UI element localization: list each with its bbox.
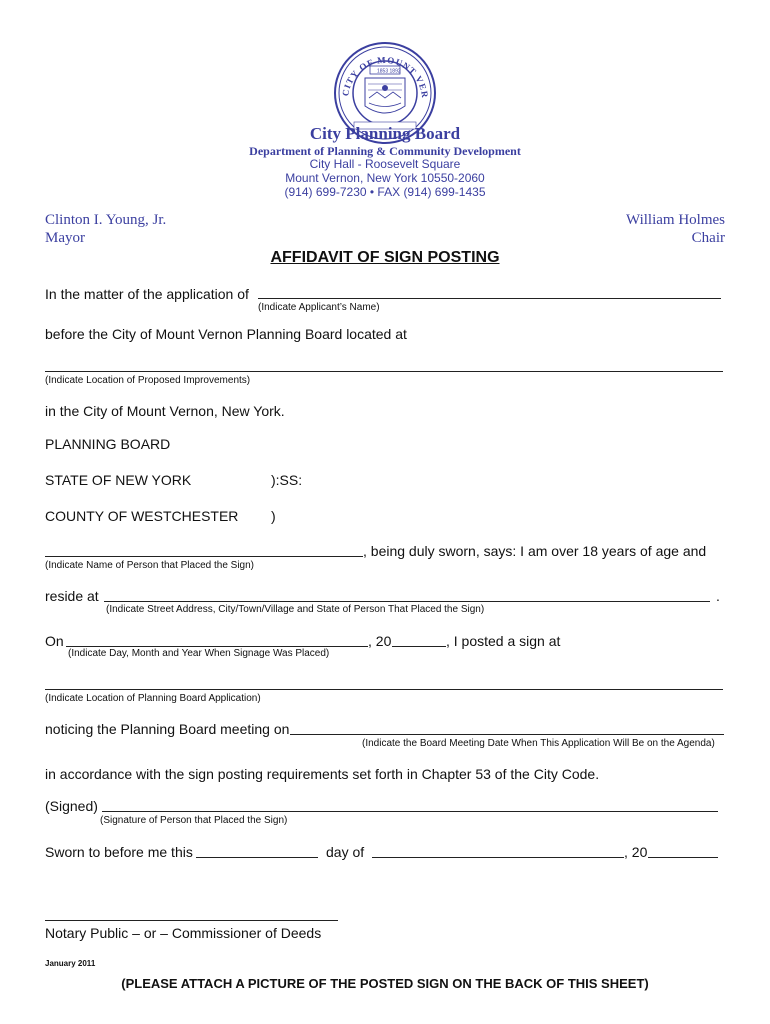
day-of-label: day of: [326, 844, 365, 860]
board-location-hint: (Indicate Location of Planning Board Application): [45, 693, 261, 704]
sworn-text: , being duly sworn, says: I am over 18 years of age and: [363, 543, 707, 559]
signed-label: (Signed): [45, 798, 98, 814]
mayor-name: Clinton I. Young, Jr.: [45, 212, 167, 228]
chair-name: William Holmes: [626, 212, 725, 228]
signature-field[interactable]: [102, 811, 718, 812]
before-text: before the City of Mount Vernon Planning Board located at: [45, 326, 407, 342]
mayor-title: Mayor: [45, 230, 85, 246]
location-hint: (Indicate Location of Proposed Improvements): [45, 375, 251, 386]
year-prefix: , 20: [624, 844, 648, 860]
on-mid: , 20: [368, 633, 392, 649]
signature-hint: (Signature of Person that Placed the Sign): [100, 815, 288, 826]
matter-label: In the matter of the application of: [45, 286, 249, 302]
posted-date-hint: (Indicate Day, Month and Year When Signage Was Placed): [68, 648, 330, 659]
svg-text:1853 1892: 1853 1892: [377, 68, 401, 75]
posted-year-field[interactable]: [392, 646, 446, 647]
on-label: On: [45, 633, 64, 649]
notary-text: Notary Public – or – Commissioner of Deeds: [45, 925, 322, 941]
ss-text: ):SS:: [271, 472, 303, 488]
notary-signature-field[interactable]: [45, 920, 338, 921]
phone-fax: (914) 699-7230 • FAX (914) 699-1435: [284, 185, 486, 199]
chair-title: Chair: [691, 230, 725, 246]
sworn-before-label: Sworn to before me this: [45, 844, 193, 860]
city-text: in the City of Mount Vernon, New York.: [45, 403, 285, 419]
board-location-field[interactable]: [45, 689, 723, 690]
person-name-field[interactable]: [45, 556, 363, 557]
reside-label: reside at: [45, 588, 99, 604]
footer-note: (PLEASE ATTACH A PICTURE OF THE POSTED SIGN ON THE BACK OF THIS SHEET): [121, 976, 649, 991]
board-title: City Planning Board: [309, 124, 461, 143]
location-field[interactable]: [45, 371, 723, 372]
meeting-date-hint: (Indicate the Board Meeting Date When This Application Will Be on the Agenda): [362, 738, 715, 749]
person-name-hint: (Indicate Name of Person that Placed the Sign): [45, 560, 255, 571]
noticing-label: noticing the Planning Board meeting on: [45, 721, 290, 737]
on-end: , I posted a sign at: [446, 633, 561, 649]
sworn-month-field[interactable]: [372, 857, 624, 858]
planning-board-text: PLANNING BOARD: [45, 436, 171, 452]
state-text: STATE OF NEW YORK: [45, 472, 192, 488]
address-line-2: Mount Vernon, New York 10550-2060: [285, 171, 485, 185]
applicant-name-hint: (Indicate Applicant’s Name): [258, 302, 380, 313]
meeting-date-field[interactable]: [290, 734, 724, 735]
sworn-year-field[interactable]: [648, 857, 718, 858]
reside-period: .: [716, 588, 720, 604]
county-text: COUNTY OF WESTCHESTER: [45, 508, 239, 524]
reside-hint: (Indicate Street Address, City/Town/Village and State of Person That Placed the Sign): [106, 604, 485, 615]
svg-text:CITY OF MOUNT VERNON N.Y.: CITY OF MOUNT VER: [340, 54, 431, 100]
posted-date-field[interactable]: [66, 646, 368, 647]
date-stamp: January 2011: [45, 959, 96, 968]
sworn-day-field[interactable]: [196, 857, 318, 858]
accordance-text: in accordance with the sign posting requirements set forth in Chapter 53 of the City Code.: [45, 766, 600, 782]
address-line-1: City Hall - Roosevelt Square: [309, 157, 461, 171]
applicant-name-field[interactable]: [258, 298, 721, 299]
form-heading: AFFIDAVIT OF SIGN POSTING: [270, 249, 500, 266]
department-name: Department of Planning & Community Development: [249, 144, 521, 158]
reside-address-field[interactable]: [104, 601, 710, 602]
county-paren: ): [271, 508, 276, 524]
